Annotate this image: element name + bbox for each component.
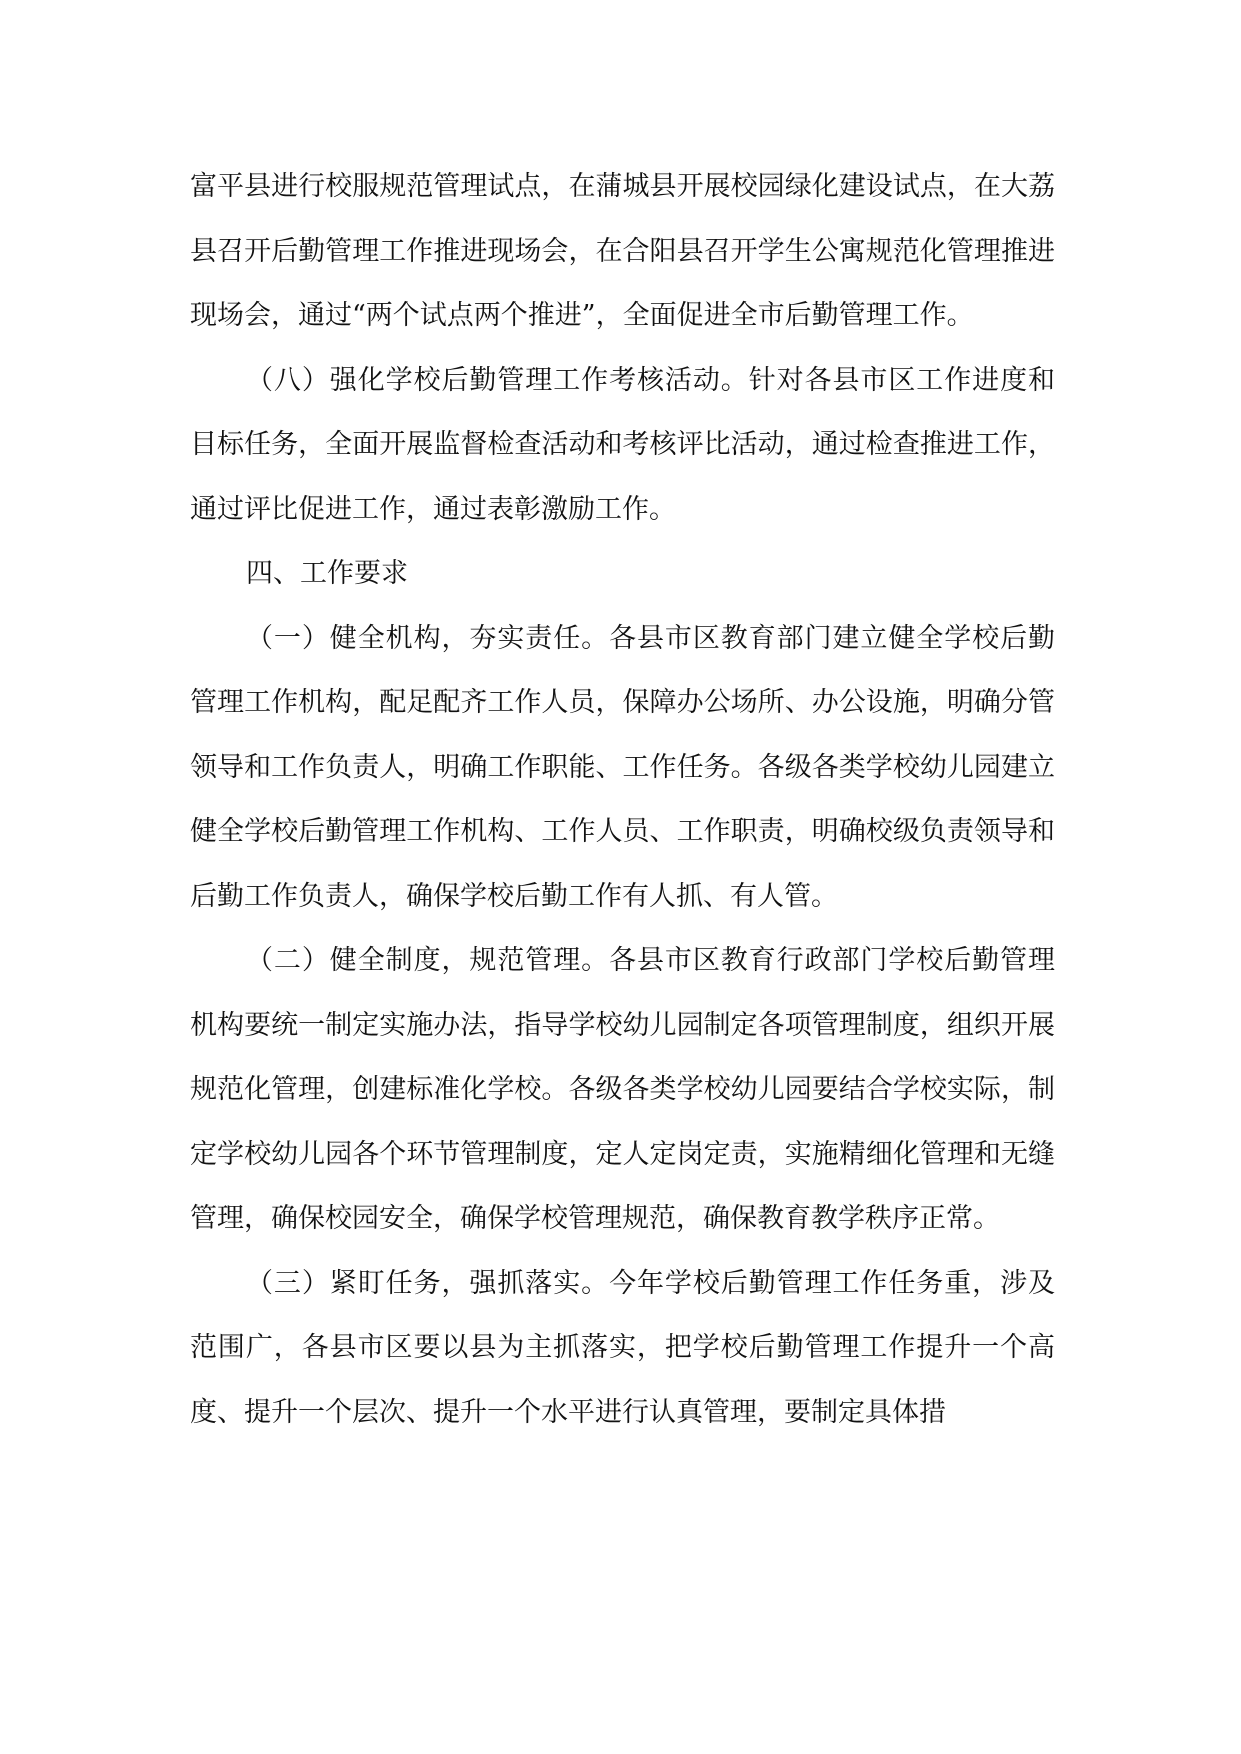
paragraph-requirement-1: （一）健全机构，夯实责任。各县市区教育部门建立健全学校后勤管理工作机构，配足配齐工作人员，保障办公场所、办公设施，明确分管领导和工作负责人，明确工作职能、工作任务。各级各类学校幼儿园建立健全学校后勤管理工作机构、工作人员、工作职责，明确校级负责领导和后勤工作负责人，确保学校后勤工作有人抓、有人管。 bbox=[190, 622, 1055, 912]
paragraph-section-8: （八）强化学校后勤管理工作考核活动。针对各县市区工作进度和目标任务，全面开展监督检查活动和考核评比活动，通过检查推进工作，通过评比促进工作，通过表彰激励工作。 bbox=[190, 364, 1055, 525]
paragraph-requirement-2: （二）健全制度，规范管理。各县市区教育行政部门学校后勤管理机构要统一制定实施办法，指导学校幼儿园制定各项管理制度，组织开展规范化管理，创建标准化学校。各级各类学校幼儿园要结合学校实际，制定学校幼儿园各个环节管理制度，定人定岗定责，实施精细化管理和无缝管理，确保校园安全，确保学校管理规范，确保教育教学秩序正常。 bbox=[190, 945, 1055, 1234]
paragraph-continuation: 富平县进行校服规范管理试点，在蒲城县开展校园绿化建设试点，在大荔县召开后勤管理工作推进现场会，在合阳县召开学生公寓规范化管理推进现场会，通过“两个试点两个推进”，全面促进全市后勤管理工作。 bbox=[190, 171, 1055, 331]
paragraph-requirement-3: （三）紧盯任务，强抓落实。今年学校后勤管理工作任务重，涉及范围广，各县市区要以县为主抓落实，把学校后勤管理工作提升一个高度、提升一个层次、提升一个水平进行认真管理，要制定具体措 bbox=[190, 1267, 1055, 1428]
section-heading-work-requirements: 四、工作要求 bbox=[246, 558, 408, 589]
document-body bbox=[190, 155, 1055, 1445]
